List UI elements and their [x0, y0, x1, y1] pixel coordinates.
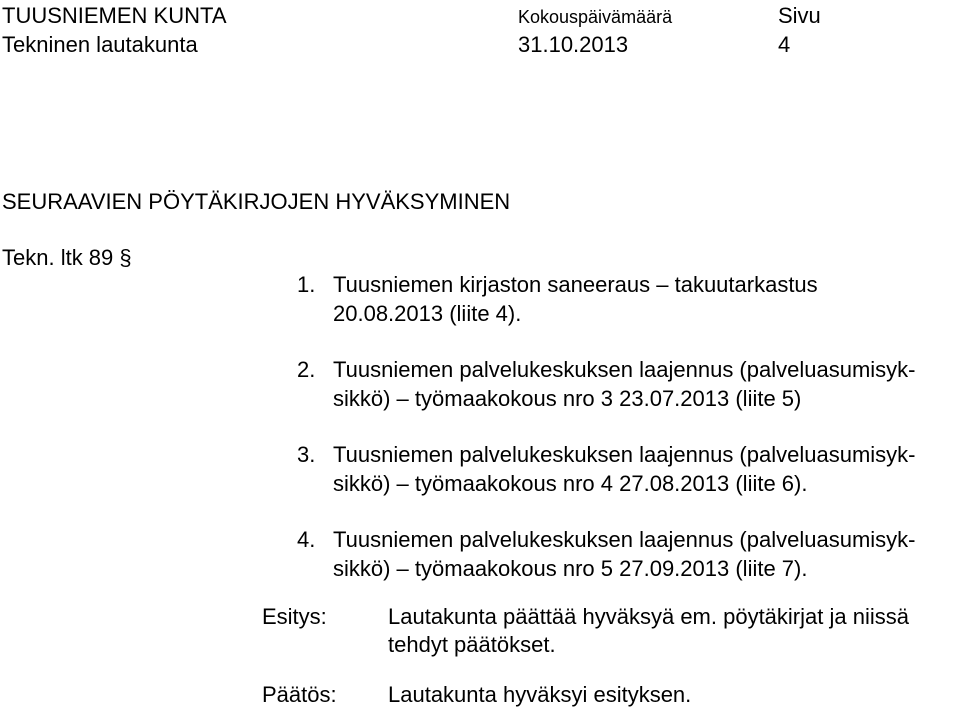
item-number: 4.	[297, 527, 316, 552]
item-number: 2.	[297, 357, 316, 382]
board-name: Tekninen lautakunta	[2, 32, 198, 57]
minutes-reference: Tekn. ltk 89 §	[2, 245, 132, 270]
municipality-name: TUUSNIEMEN KUNTA	[2, 3, 227, 28]
decision-text: Lautakunta hyväksyi esityksen.	[388, 682, 692, 707]
item-text-line2: sikkö) – työmaakokous nro 3 23.07.2013 (liite 5)	[333, 386, 802, 411]
item-text-line1: Tuusniemen kirjaston saneeraus – takuutarkastus	[333, 272, 818, 297]
page-label: Sivu	[778, 3, 821, 28]
item-number: 1.	[297, 272, 316, 297]
item-text-line1: Tuusniemen palvelukeskuksen laajennus (palveluasumisyk-	[333, 357, 916, 382]
item-text-line1: Tuusniemen palvelukeskuksen laajennus (palveluasumisyk-	[333, 442, 916, 467]
page-number: 4	[778, 32, 791, 57]
decision-label: Päätös:	[262, 682, 337, 707]
proposal-text-line2: tehdyt päätökset.	[388, 632, 556, 657]
meeting-date-label: Kokouspäivämäärä	[518, 7, 673, 27]
item-text-line2: sikkö) – työmaakokous nro 5 27.09.2013 (liite 7).	[333, 556, 808, 581]
proposal-label: Esitys:	[262, 604, 327, 629]
item-number: 3.	[297, 442, 316, 467]
item-text-line1: Tuusniemen palvelukeskuksen laajennus (palveluasumisyk-	[333, 527, 916, 552]
item-text-line2: 20.08.2013 (liite 4).	[333, 301, 522, 326]
proposal-text-line1: Lautakunta päättää hyväksyä em. pöytäkirjat ja niissä	[388, 604, 909, 629]
meeting-date: 31.10.2013	[518, 32, 629, 57]
section-title: SEURAAVIEN PÖYTÄKIRJOJEN HYVÄKSYMINEN	[2, 189, 511, 214]
item-text-line2: sikkö) – työmaakokous nro 4 27.08.2013 (liite 6).	[333, 471, 808, 496]
